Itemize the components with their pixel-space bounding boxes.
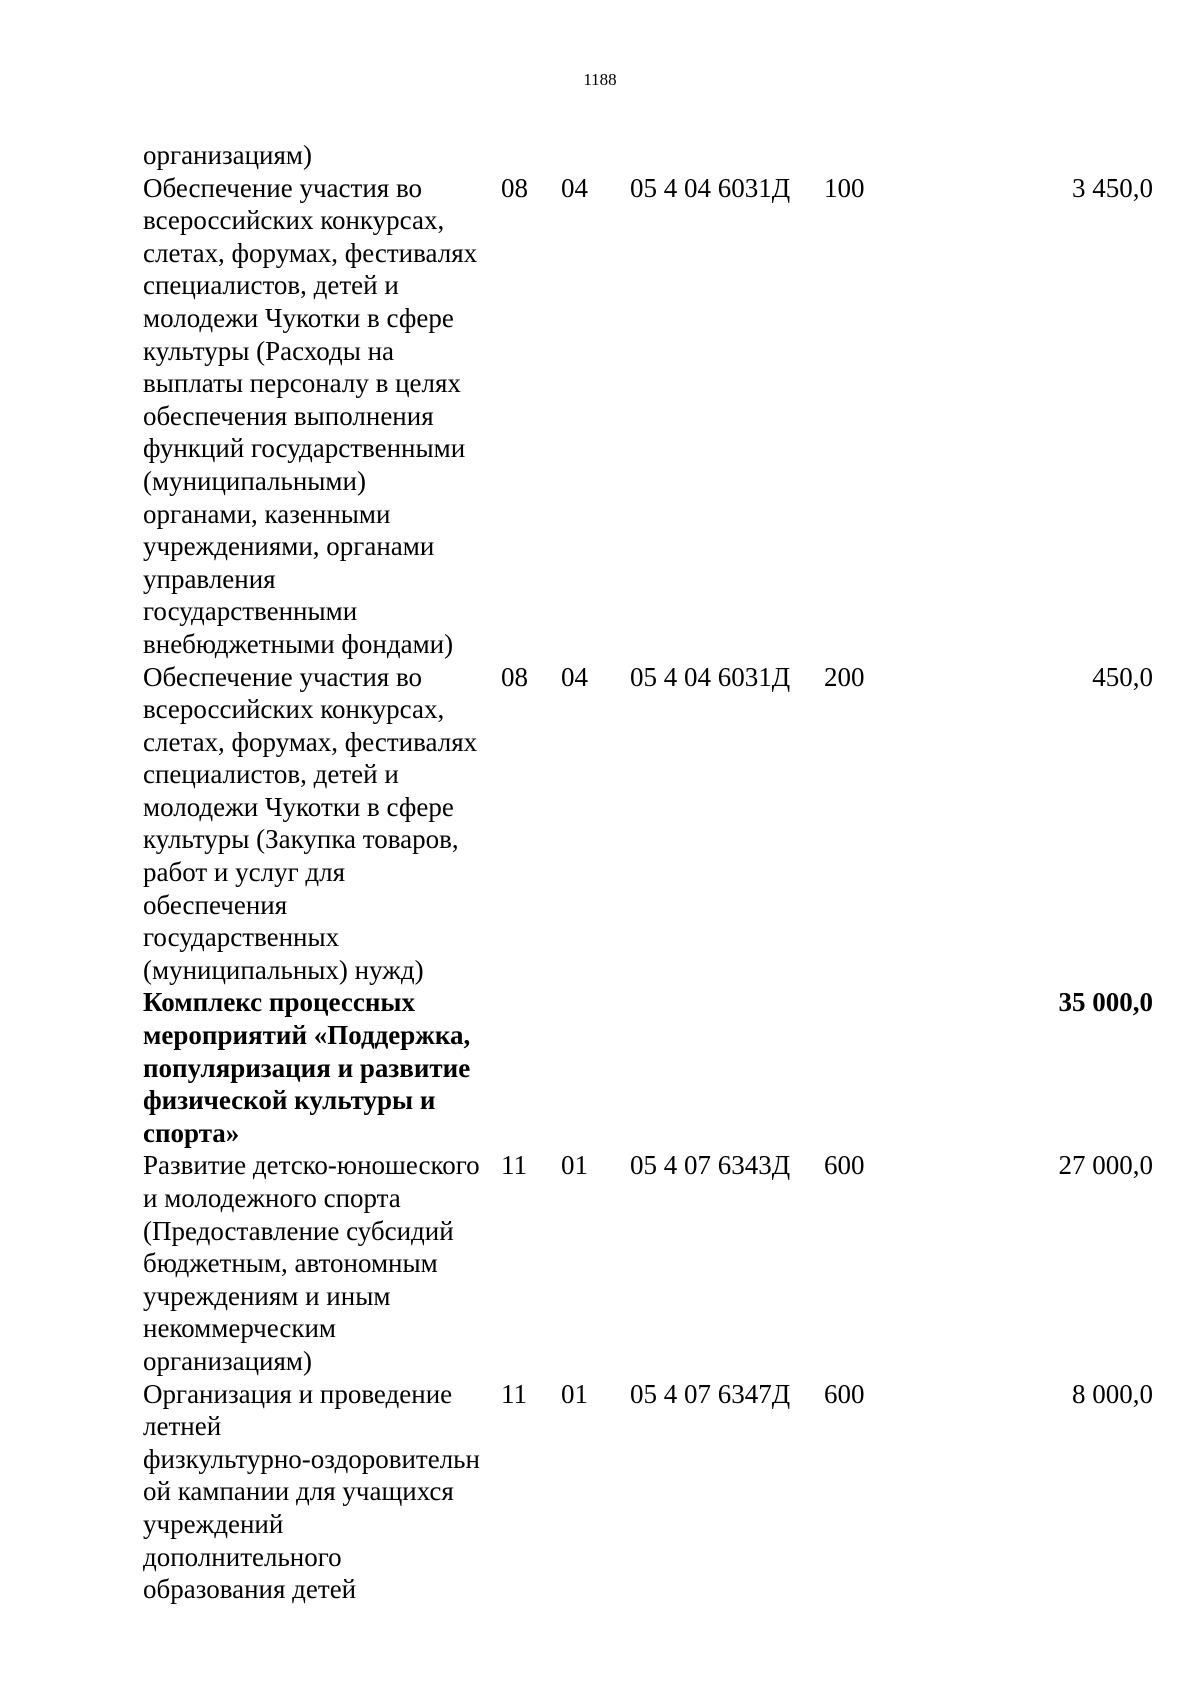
- row-expense-kind: 100: [824, 172, 865, 203]
- table-row: [143, 661, 1153, 987]
- budget-table: [143, 139, 1153, 1606]
- page-number: 1188: [583, 70, 617, 89]
- row-name: организациям): [143, 140, 313, 170]
- row-section-code: 11: [501, 1378, 527, 1409]
- row-amount: 8 000,0: [1072, 1378, 1153, 1409]
- row-name: Обеспечение участия во всероссийских конкурсах, слетах, форумах, фестивалях специалистов, детей и молодежи Чукотки в сфере культуры (Закупка товаров, работ и услуг для обеспечения государственных (муниципальных) нужд): [143, 661, 478, 985]
- table-row: [143, 172, 1153, 661]
- row-target-code: 05 4 07 6347Д: [630, 1378, 791, 1409]
- row-name: Развитие детско-юношеского и молодежного спорта (Предоставление субсидий бюджетным, автономным учреждениям и иным некоммерческим организациям): [143, 1150, 480, 1376]
- table-row: [143, 139, 1153, 172]
- table-row: [143, 1149, 1153, 1377]
- row-expense-kind: 200: [824, 661, 865, 692]
- table-row-group-heading: [143, 986, 1153, 1149]
- table-row: [143, 1378, 1153, 1606]
- row-expense-kind: 600: [824, 1150, 865, 1181]
- row-expense-kind: 600: [824, 1378, 865, 1409]
- row-target-code: 05 4 04 6031Д: [630, 172, 791, 203]
- row-target-code: 05 4 07 6343Д: [630, 1150, 791, 1181]
- row-name: Обеспечение участия во всероссийских конкурсах, слетах, форумах, фестивалях специалистов, детей и молодежи Чукотки в сфере культуры (Расходы на выплаты персоналу в целях обеспечения выполнения функций государственными (муниципальными) органами, казенными учреждениями, органами управления государственными внебюджетными фондами): [143, 172, 478, 659]
- row-subsection-code: 04: [561, 172, 588, 203]
- row-amount: 3 450,0: [1072, 172, 1153, 203]
- row-section-code: 08: [501, 172, 528, 203]
- row-amount: 27 000,0: [1058, 1150, 1153, 1181]
- row-name: Комплекс процессных мероприятий «Поддержка, популяризация и развитие физической культуры и спорта»: [143, 987, 471, 1148]
- row-target-code: 05 4 04 6031Д: [630, 661, 791, 692]
- row-subsection-code: 01: [561, 1150, 588, 1181]
- row-subsection-code: 04: [561, 661, 588, 692]
- row-amount: 35 000,0: [1058, 987, 1153, 1018]
- row-amount: 450,0: [1092, 661, 1153, 692]
- row-section-code: 08: [501, 661, 528, 692]
- row-section-code: 11: [501, 1150, 527, 1181]
- row-subsection-code: 01: [561, 1378, 588, 1409]
- row-name: Организация и проведение летней физкультурно-оздоровительн ой кампании для учащихся учреждений дополнительного образования детей: [143, 1378, 480, 1605]
